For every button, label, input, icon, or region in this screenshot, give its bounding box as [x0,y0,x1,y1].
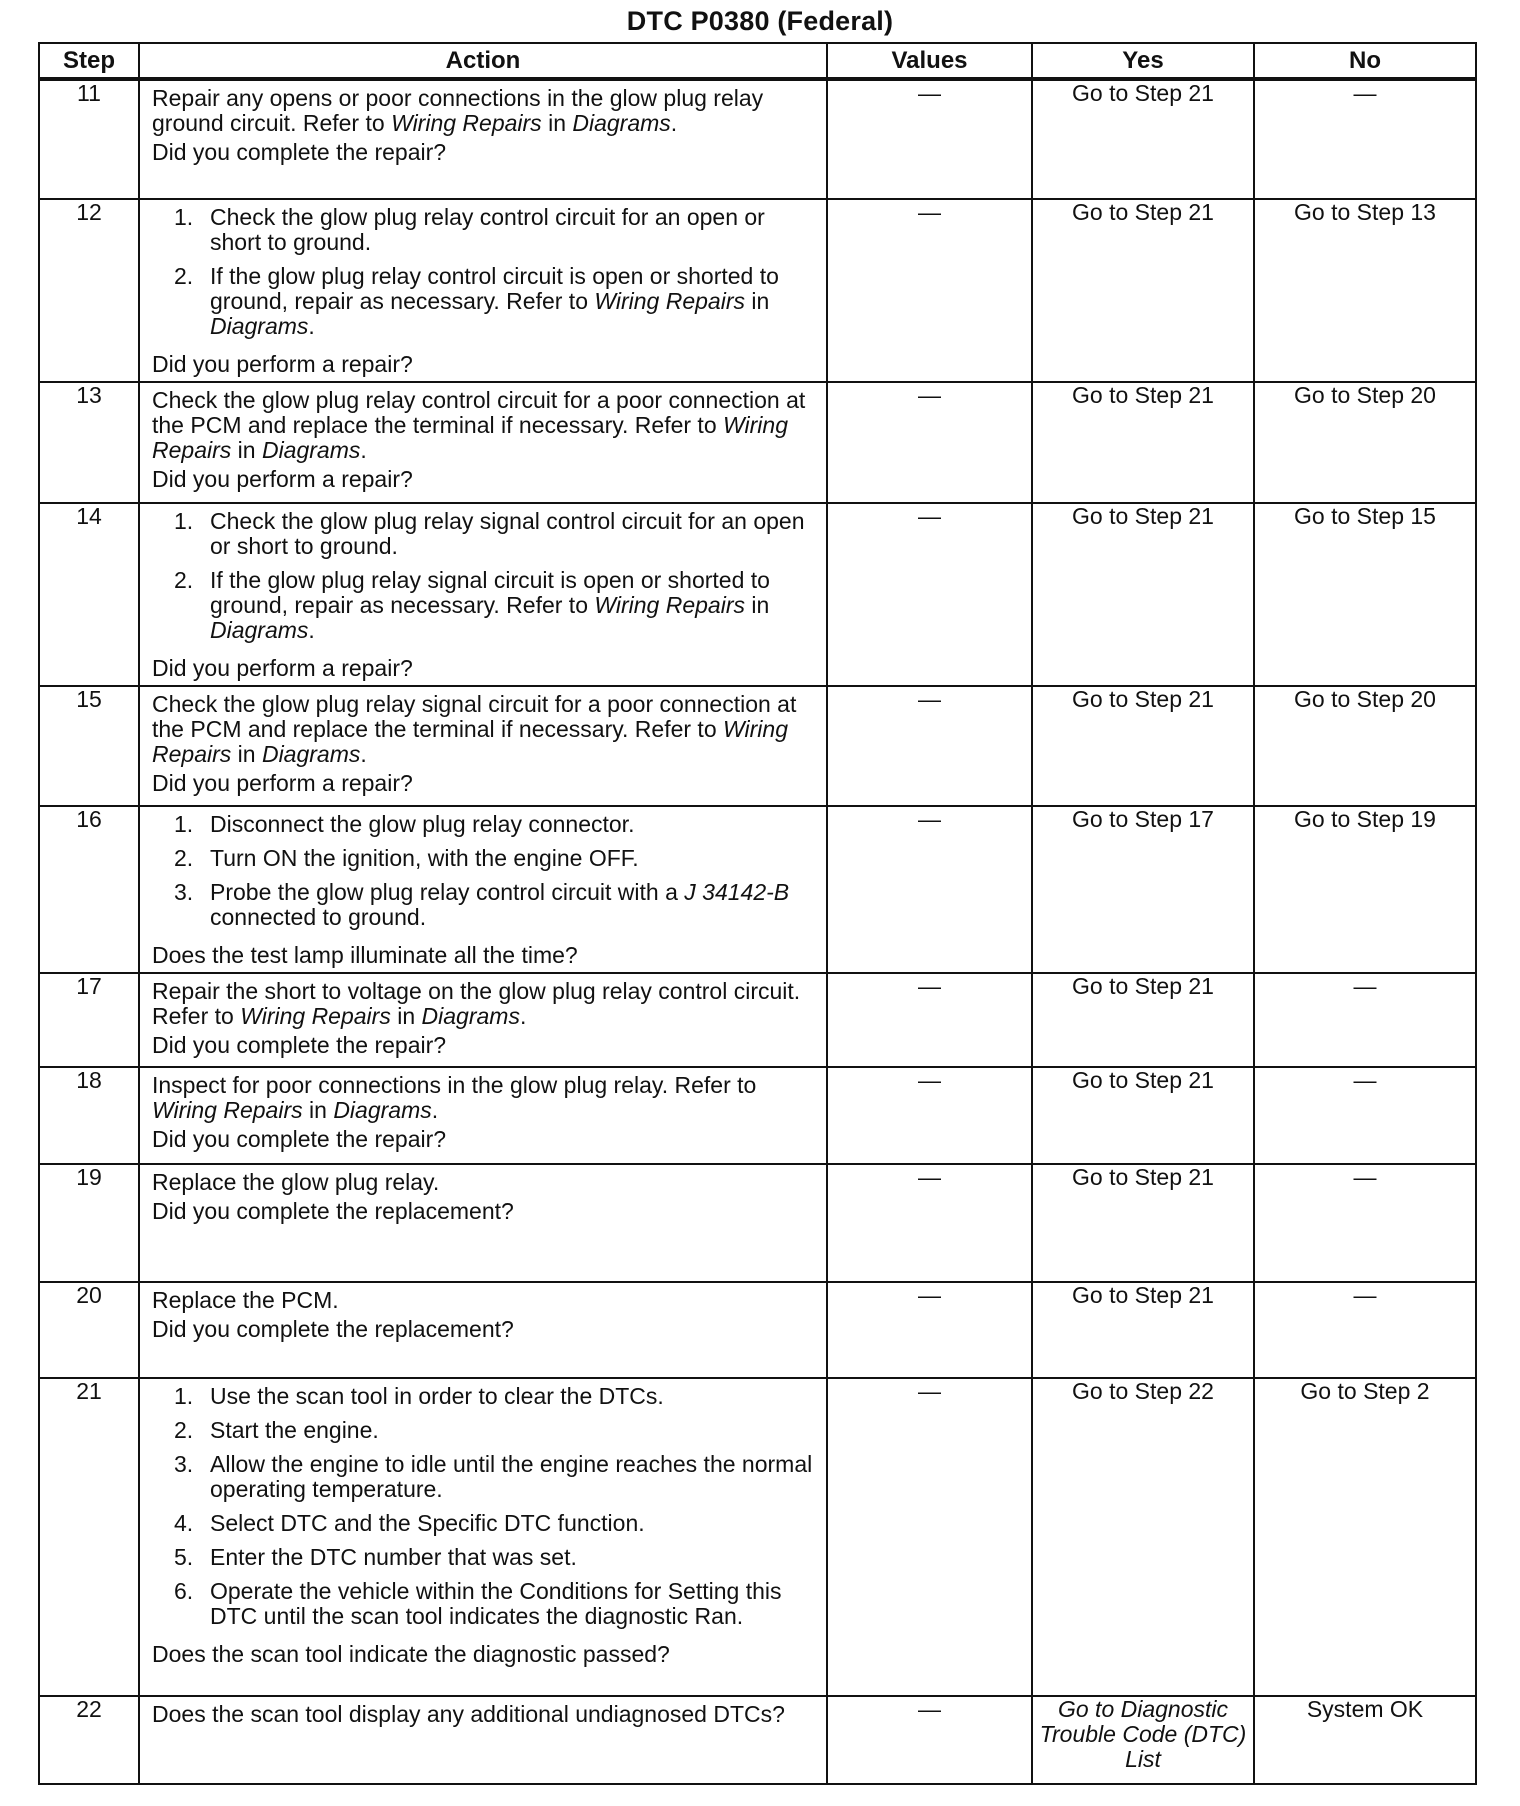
step-number: 12 [39,199,139,382]
no-cell: System OK [1254,1696,1476,1784]
list-item: Check the glow plug relay control circuit for an open or short to ground. [210,204,765,255]
table-row [39,1282,1476,1378]
yes-cell: Go to Step 21 [1032,503,1254,686]
action-cell [139,1378,827,1696]
page-title: DTC P0380 (Federal) [626,6,894,36]
header-yes: Yes [1032,43,1254,79]
action-cell: Repair the short to voltage on the glow plug relay control circuit. Refer to Wiring Repairs in Diagrams. Did you complete the repair? [139,973,827,1067]
question: Did you complete the replacement? [152,1316,514,1342]
step-number: 16 [39,806,139,973]
list-item: Select DTC and the Specific DTC function. [210,1510,645,1536]
values-cell: — [827,1696,1032,1784]
values-cell: — [827,1282,1032,1378]
yes-cell: Go to Step 21 [1032,382,1254,503]
no-cell: Go to Step 13 [1254,199,1476,382]
step-number: 20 [39,1282,139,1378]
action-cell: Check the glow plug relay signal circuit for a poor connection at the PCM and replace the terminal if necessary. Refer to Wiring Repairs in Diagrams. Did you perform a repair? [139,686,827,806]
yes-cell: Go to Step 21 [1032,1164,1254,1282]
values-cell: — [827,806,1032,973]
values-cell: — [827,79,1032,199]
table-row [39,199,1476,382]
values-cell: — [827,199,1032,382]
no-cell: Go to Step 2 [1254,1378,1476,1696]
step-number: 18 [39,1067,139,1164]
action-cell [139,806,827,973]
table-row [39,806,1476,973]
step-number: 15 [39,686,139,806]
table-row [39,79,1476,199]
action-cell [139,503,827,686]
action-cell: Check the glow plug relay control circuit for a poor connection at the PCM and replace the terminal if necessary. Refer to Wiring Repairs in Diagrams. Did you perform a repair? [139,382,827,503]
action-cell: Inspect for poor connections in the glow plug relay. Refer to Wiring Repairs in Diagrams. Did you complete the repair? [139,1067,827,1164]
no-cell: Go to Step 19 [1254,806,1476,973]
header-step: Step [39,43,139,79]
question: Did you perform a repair? [152,466,413,492]
yes-cell: Go to Step 21 [1032,199,1254,382]
table-row [39,382,1476,503]
action-cell: Replace the PCM. Did you complete the replacement? [139,1282,827,1378]
question: Does the scan tool indicate the diagnostic passed? [152,1641,670,1667]
list-item: Start the engine. [210,1417,379,1443]
values-cell: — [827,686,1032,806]
no-cell: — [1254,79,1476,199]
table-row [39,1164,1476,1282]
no-cell: — [1254,1067,1476,1164]
table-row [39,503,1476,686]
list-item: Probe the glow plug relay control circuit with a J 34142-B connected to ground. [210,879,790,930]
question: Did you complete the repair? [152,1126,447,1152]
no-cell: — [1254,973,1476,1067]
list-item: If the glow plug relay signal circuit is open or shorted to ground, repair as necessary. Refer to Wiring Repairs in Diagrams. [210,567,770,643]
header-values: Values [827,43,1032,79]
step-number: 21 [39,1378,139,1696]
list-item: Enter the DTC number that was set. [210,1544,577,1570]
step-number: 11 [39,79,139,199]
no-cell: Go to Step 20 [1254,686,1476,806]
list-item: Check the glow plug relay signal control circuit for an open or short to ground. [210,508,805,559]
values-cell: — [827,1378,1032,1696]
table-row [39,1067,1476,1164]
values-cell: — [827,1067,1032,1164]
no-cell: — [1254,1282,1476,1378]
step-number: 17 [39,973,139,1067]
step-number: 22 [39,1696,139,1784]
yes-cell: Go to Step 21 [1032,686,1254,806]
question: Did you perform a repair? [152,351,413,377]
step-number: 14 [39,503,139,686]
list-item: Allow the engine to idle until the engine reaches the normal operating temperature. [210,1451,813,1502]
values-cell: — [827,1164,1032,1282]
yes-cell: Go to Step 21 [1032,1067,1254,1164]
no-cell: Go to Step 20 [1254,382,1476,503]
action-cell: Replace the glow plug relay. Did you complete the replacement? [139,1164,827,1282]
yes-cell: Go to Diagnostic Trouble Code (DTC) List [1032,1696,1254,1784]
table-row [39,1696,1476,1784]
question: Did you perform a repair? [152,655,413,681]
step-number: 13 [39,382,139,503]
list-item: Turn ON the ignition, with the engine OFF. [210,845,639,871]
no-cell: Go to Step 15 [1254,503,1476,686]
header-no: No [1254,43,1476,79]
step-number: 19 [39,1164,139,1282]
values-cell: — [827,503,1032,686]
question: Does the test lamp illuminate all the time? [152,942,578,968]
header-row [39,43,1476,79]
header-action: Action [139,43,827,79]
question: Did you complete the replacement? [152,1198,514,1224]
action-cell: Does the scan tool display any additional undiagnosed DTCs? [139,1696,827,1784]
list-item: Disconnect the glow plug relay connector. [210,811,635,837]
list-item: Operate the vehicle within the Conditions for Setting this DTC until the scan tool indicates the diagnostic Ran. [210,1578,782,1629]
action-cell [139,199,827,382]
no-cell: — [1254,1164,1476,1282]
dtc-table [38,42,1477,1785]
list-item: Use the scan tool in order to clear the DTCs. [210,1383,664,1409]
list-item: If the glow plug relay control circuit is open or shorted to ground, repair as necessary. Refer to Wiring Repairs in Diagrams. [210,263,779,339]
table-row [39,1378,1476,1696]
yes-cell: Go to Step 22 [1032,1378,1254,1696]
question: Did you complete the repair? [152,139,447,165]
yes-cell: Go to Step 17 [1032,806,1254,973]
table-row [39,686,1476,806]
values-cell: — [827,973,1032,1067]
table-row [39,973,1476,1067]
yes-cell: Go to Step 21 [1032,973,1254,1067]
question: Did you complete the repair? [152,1032,447,1058]
question: Did you perform a repair? [152,770,413,796]
yes-cell: Go to Step 21 [1032,79,1254,199]
action-cell: Repair any opens or poor connections in the glow plug relay ground circuit. Refer to Wiring Repairs in Diagrams. Did you complete the repair? [139,79,827,199]
values-cell: — [827,382,1032,503]
yes-cell: Go to Step 21 [1032,1282,1254,1378]
